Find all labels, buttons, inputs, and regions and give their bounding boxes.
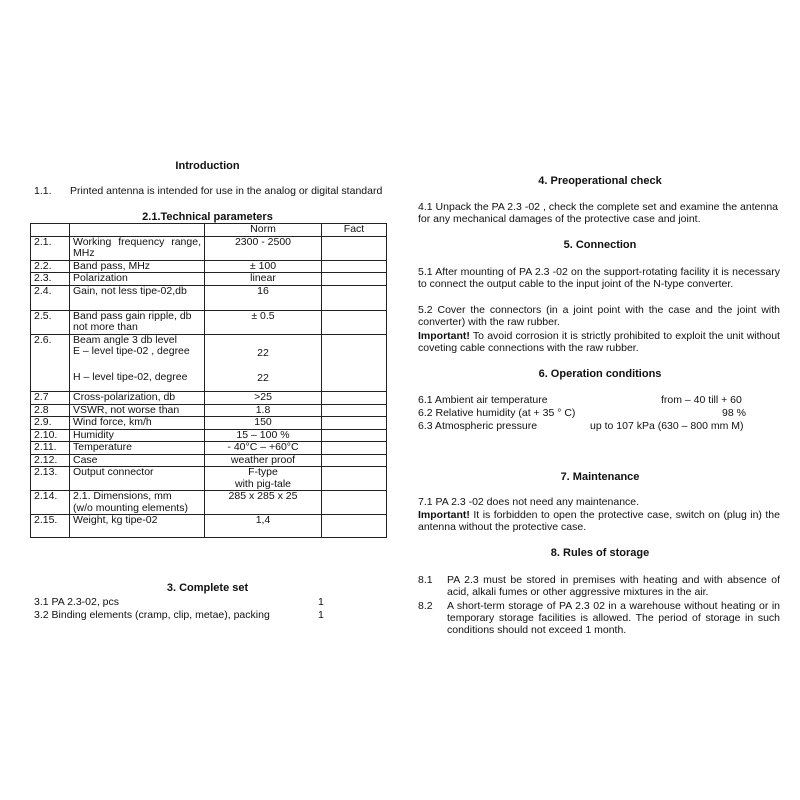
row-num: 2.1. <box>31 236 70 260</box>
maintenance-heading: 7. Maintenance <box>560 471 640 483</box>
row-param: Band pass, MHz <box>70 260 205 273</box>
table-row <box>31 310 387 334</box>
introduction-heading: Introduction <box>175 160 240 172</box>
table-row <box>31 392 387 405</box>
row-norm: weather proof <box>205 454 322 467</box>
table-row <box>31 236 387 260</box>
row-norm <box>205 334 322 392</box>
storage-item-text: PA 2.3 must be stored in premises with heating and with absence of acid, alkali fumes or other aggressive mixtures in the air. <box>447 574 780 598</box>
col-norm-header: Norm <box>205 224 322 237</box>
table-row <box>31 454 387 467</box>
row-param <box>70 334 205 392</box>
row-param: Case <box>70 454 205 467</box>
row-num: 2.14. <box>31 491 70 515</box>
table-row <box>31 273 387 286</box>
table-row <box>31 417 387 430</box>
row-norm: 1.8 <box>205 404 322 417</box>
operation-label: 6.3 Atmospheric pressure <box>418 420 538 432</box>
row-param: Polarization <box>70 273 205 286</box>
row-norm <box>205 467 322 491</box>
table-row <box>31 334 387 392</box>
row-num: 2.9. <box>31 417 70 430</box>
important-label: Important! <box>418 330 470 342</box>
row-num: 2.4. <box>31 285 70 310</box>
row-norm-line: F-type <box>248 466 278 478</box>
tech-params-heading: 2.1.Technical parameters <box>142 211 273 223</box>
connection-heading: 5. Connection <box>563 239 637 251</box>
row-num: 2.6. <box>31 334 70 392</box>
complete-set-item: 3.1 PA 2.3-02, pcs <box>34 596 120 608</box>
row-norm: linear <box>205 273 322 286</box>
row-param: Output connector <box>70 467 205 491</box>
storage-item-num: 8.2 <box>418 600 433 612</box>
row-norm: ± 100 <box>205 260 322 273</box>
row-num: 2.7 <box>31 392 70 405</box>
row-num: 2.2. <box>31 260 70 273</box>
row-param: Wind force, km/h <box>70 417 205 430</box>
col-fact-header: Fact <box>322 224 387 237</box>
row-norm: 15 – 100 % <box>205 429 322 442</box>
row-num: 2.3. <box>31 273 70 286</box>
row-norm-e: 22 <box>257 346 269 359</box>
row-param: VSWR, not worse than <box>70 404 205 417</box>
table-row <box>31 467 387 491</box>
operation-label: 6.1 Ambient air temperature <box>418 394 548 406</box>
row-num: 2.5. <box>31 310 70 334</box>
row-param-line: H – level tipe-02, degree <box>73 370 188 383</box>
row-norm: >25 <box>205 392 322 405</box>
row-param: Temperature <box>70 442 205 455</box>
intro-item-text <box>70 185 388 197</box>
row-num: 2.15. <box>31 515 70 538</box>
row-norm: 2300 - 2500 <box>205 236 322 260</box>
row-norm: 285 x 285 x 25 <box>205 491 322 515</box>
row-param <box>70 491 205 515</box>
row-norm: - 40°C – +60°C <box>205 442 322 455</box>
important-label: Important! <box>418 509 470 521</box>
row-norm: ± 0.5 <box>205 310 322 334</box>
operation-value: 98 % <box>722 407 746 419</box>
row-param: Weight, kg tipe-02 <box>70 515 205 538</box>
row-param: Gain, not less tipe-02,db <box>70 285 205 310</box>
preop-heading: 4. Preoperational check <box>538 175 662 187</box>
row-norm: 1,4 <box>205 515 322 538</box>
intro-item-number: 1.1. <box>34 185 52 197</box>
table-row <box>31 442 387 455</box>
maintenance-important <box>418 509 780 533</box>
storage-item-num: 8.1 <box>418 574 433 586</box>
row-norm-line: with pig-tale <box>234 477 292 490</box>
connection-p2: 5.2 Cover the connectors (in a joint point with the case and the joint with converter) with the raw rubber. <box>418 304 780 328</box>
storage-heading: 8. Rules of storage <box>550 547 650 559</box>
row-num: 2.8 <box>31 404 70 417</box>
row-norm: 150 <box>205 417 322 430</box>
row-param: Working frequency range, MHz <box>70 236 205 260</box>
table-row <box>31 404 387 417</box>
operation-value: up to 107 kPa (630 – 800 mm M) <box>590 420 744 432</box>
table-row <box>31 491 387 515</box>
row-param-line: (w/o mounting elements) <box>73 501 188 514</box>
intro-item-text-body: Printed antenna is intended for use in the analog or digital standard <box>70 185 383 197</box>
operation-value: from – 40 till + 60 <box>661 394 742 406</box>
table-row <box>31 260 387 273</box>
row-norm: 16 <box>205 285 322 310</box>
row-param-line: 2.1. Dimensions, mm <box>73 490 172 502</box>
table-row <box>31 285 387 310</box>
connection-important <box>418 330 780 354</box>
row-num: 2.12. <box>31 454 70 467</box>
row-num: 2.10. <box>31 429 70 442</box>
connection-p1: 5.1 After mounting of PA 2.3 -02 on the support-rotating facility it is necessary to connect the output cable to the input joint of the N-type converter. <box>418 266 780 290</box>
complete-set-qty: 1 <box>318 609 324 621</box>
row-num: 2.11. <box>31 442 70 455</box>
complete-set-item: 3.2 Binding elements (cramp, clip, metae), packing <box>34 609 270 621</box>
maintenance-p1: 7.1 PA 2.3 -02 does not need any maintenance. <box>418 496 640 508</box>
operation-label: 6.2 Relative humidity (at + 35 ° C) <box>418 407 576 419</box>
operation-heading: 6. Operation conditions <box>538 368 662 380</box>
row-param-line: E – level tipe-02 , degree <box>73 345 190 357</box>
row-norm-h: 22 <box>257 372 269 384</box>
complete-set-qty: 1 <box>318 596 324 608</box>
storage-item-text: A short-term storage of PA 2.3 02 in a warehouse without heating or in temporary storage facilities is allowed. The period of storage in such conditions should not exceed 1 month. <box>447 600 780 636</box>
complete-set-heading: 3. Complete set <box>166 582 249 594</box>
tech-params-table <box>30 223 387 538</box>
important-text: To avoid corrosion it is strictly prohibited to exploit the unit without coveting cable connections with the raw rubber. <box>418 330 780 354</box>
preop-text: 4.1 Unpack the PA 2.3 -02 , check the complete set and examine the antenna for any mechanical damages of the protective case and joint. <box>418 201 778 225</box>
table-row <box>31 429 387 442</box>
row-param: Humidity <box>70 429 205 442</box>
table-header-row <box>31 224 387 237</box>
row-param-line: Beam angle 3 db level <box>73 333 177 346</box>
row-param: Band pass gain ripple, db not more than <box>70 310 205 334</box>
important-text: It is forbidden to open the protective case, switch on (plug in) the antenna without the protective case. <box>418 509 780 533</box>
row-num: 2.13. <box>31 467 70 491</box>
row-param: Cross-polarization, db <box>70 392 205 405</box>
table-row <box>31 515 387 538</box>
